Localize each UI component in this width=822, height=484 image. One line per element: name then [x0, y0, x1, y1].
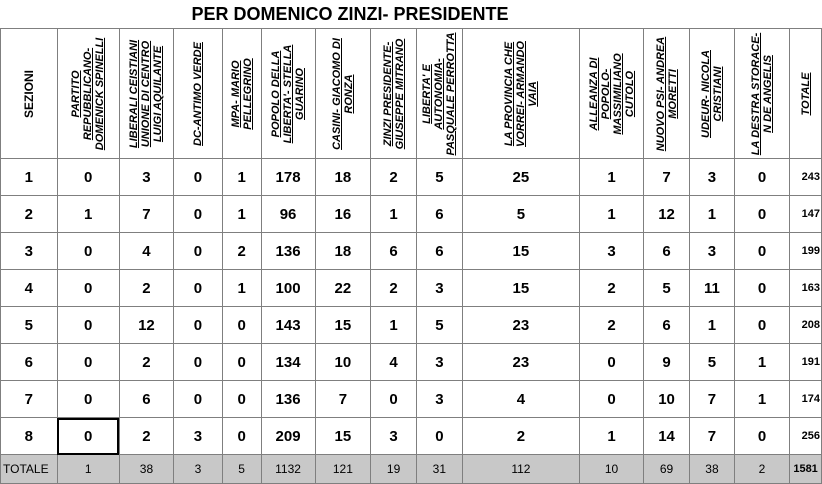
vote-cell[interactable]: 178	[261, 159, 315, 196]
column-header[interactable]	[644, 29, 690, 159]
column-header[interactable]	[315, 29, 371, 159]
row-total-cell[interactable]: 256	[790, 418, 822, 455]
vote-cell[interactable]: 6	[371, 233, 417, 270]
vote-cell[interactable]: 0	[734, 233, 789, 270]
vote-cell[interactable]: 10	[315, 344, 371, 381]
vote-cell[interactable]: 0	[580, 381, 644, 418]
vote-cell[interactable]: 7	[644, 159, 690, 196]
vote-cell[interactable]: 18	[315, 233, 371, 270]
column-header[interactable]	[222, 29, 261, 159]
vote-cell[interactable]: 16	[315, 196, 371, 233]
vote-cell[interactable]: 6	[416, 196, 462, 233]
vote-cell[interactable]: 0	[580, 344, 644, 381]
vote-cell[interactable]: 3	[174, 418, 222, 455]
vote-cell[interactable]: 3	[690, 159, 735, 196]
total-cell[interactable]: 10	[580, 455, 644, 484]
total-cell[interactable]: 19	[371, 455, 417, 484]
column-header[interactable]	[734, 29, 789, 159]
total-cell[interactable]: 38	[119, 455, 174, 484]
total-cell[interactable]: 112	[462, 455, 579, 484]
section-number-cell[interactable]: 4	[1, 270, 58, 307]
vote-cell[interactable]: 0	[222, 307, 261, 344]
row-total-cell[interactable]: 163	[790, 270, 822, 307]
vote-cell[interactable]: 22	[315, 270, 371, 307]
column-header-label: NUOVO PSI- ANDREA MORETTI	[654, 36, 679, 151]
total-cell[interactable]: 1	[57, 455, 119, 484]
table-row	[1, 233, 822, 270]
vote-cell[interactable]: 3	[416, 270, 462, 307]
vote-cell[interactable]: 1	[580, 196, 644, 233]
vote-cell[interactable]: 3	[371, 418, 417, 455]
column-header-label: LA DESTRA STORACE- N DE ANGELIS	[750, 32, 775, 155]
vote-cell[interactable]: 3	[580, 233, 644, 270]
vote-cell[interactable]: 2	[371, 270, 417, 307]
row-total-cell[interactable]: 147	[790, 196, 822, 233]
vote-cell[interactable]: 1	[580, 418, 644, 455]
vote-cell[interactable]: 0	[57, 418, 119, 455]
vote-cell[interactable]: 5	[690, 344, 735, 381]
column-header-label: CASINI- GIACOMO DI RONZA	[330, 37, 355, 150]
section-number-cell[interactable]: 8	[1, 418, 58, 455]
vote-cell[interactable]: 0	[222, 381, 261, 418]
table-row	[1, 196, 822, 233]
vote-cell[interactable]: 0	[57, 270, 119, 307]
vote-cell[interactable]: 0	[734, 159, 789, 196]
column-header[interactable]	[371, 29, 417, 159]
vote-cell[interactable]: 3	[690, 233, 735, 270]
column-header[interactable]	[462, 29, 579, 159]
table-row	[1, 270, 822, 307]
vote-cell[interactable]: 0	[174, 381, 222, 418]
vote-cell[interactable]: 7	[690, 381, 735, 418]
section-number-cell[interactable]: 5	[1, 307, 58, 344]
vote-cell[interactable]: 0	[57, 233, 119, 270]
vote-cell[interactable]: 3	[416, 344, 462, 381]
row-total-cell[interactable]: 174	[790, 381, 822, 418]
column-header-label: TOTALE	[799, 72, 812, 115]
column-header[interactable]	[416, 29, 462, 159]
total-cell[interactable]: 2	[734, 455, 789, 484]
total-cell[interactable]: 31	[416, 455, 462, 484]
column-header[interactable]	[690, 29, 735, 159]
vote-cell[interactable]: 15	[462, 270, 579, 307]
vote-cell[interactable]: 7	[315, 381, 371, 418]
table-row	[1, 159, 822, 196]
vote-cell[interactable]: 209	[261, 418, 315, 455]
vote-cell[interactable]: 18	[315, 159, 371, 196]
vote-cell[interactable]: 1	[222, 159, 261, 196]
vote-cell[interactable]: 2	[580, 270, 644, 307]
vote-cell[interactable]: 0	[222, 418, 261, 455]
vote-cell[interactable]: 25	[462, 159, 579, 196]
vote-cell[interactable]: 2	[580, 307, 644, 344]
vote-cell[interactable]: 0	[174, 307, 222, 344]
table-row	[1, 307, 822, 344]
header-row	[1, 29, 822, 159]
totals-row	[1, 455, 822, 484]
column-header-label: MPA- MARIO PELLEGRINO	[229, 57, 254, 130]
vote-cell[interactable]: 1	[690, 196, 735, 233]
vote-cell[interactable]: 134	[261, 344, 315, 381]
vote-cell[interactable]: 23	[462, 307, 579, 344]
column-header[interactable]	[57, 29, 119, 159]
table-row	[1, 381, 822, 418]
vote-cell[interactable]: 0	[734, 270, 789, 307]
vote-cell[interactable]: 4	[371, 344, 417, 381]
column-header-label: POPOLO DELLA LIBERTA'- STELLA GUARINO	[270, 44, 307, 143]
vote-cell[interactable]: 0	[734, 307, 789, 344]
vote-cell[interactable]: 23	[462, 344, 579, 381]
vote-cell[interactable]: 1	[580, 159, 644, 196]
vote-cell[interactable]: 3	[416, 381, 462, 418]
row-total-cell[interactable]: 191	[790, 344, 822, 381]
vote-cell[interactable]: 10	[644, 381, 690, 418]
column-header-label: LIBERTA' E AUTONOMIA- PASQUALE PERROTTA	[421, 31, 458, 156]
vote-cell[interactable]: 4	[119, 233, 174, 270]
vote-cell[interactable]: 136	[261, 381, 315, 418]
table-row	[1, 344, 822, 381]
vote-cell[interactable]: 4	[462, 381, 579, 418]
vote-cell[interactable]: 1	[371, 307, 417, 344]
vote-cell[interactable]: 5	[462, 196, 579, 233]
vote-cell[interactable]: 6	[416, 233, 462, 270]
table-row	[1, 418, 822, 455]
vote-cell[interactable]: 100	[261, 270, 315, 307]
vote-cell[interactable]: 1	[734, 344, 789, 381]
column-header[interactable]	[580, 29, 644, 159]
vote-cell[interactable]: 0	[222, 344, 261, 381]
total-cell[interactable]: 1581	[790, 455, 822, 484]
vote-cell[interactable]: 15	[462, 233, 579, 270]
vote-cell[interactable]: 0	[57, 344, 119, 381]
vote-cell[interactable]: 2	[119, 344, 174, 381]
vote-cell[interactable]: 2	[222, 233, 261, 270]
vote-cell[interactable]: 0	[174, 159, 222, 196]
vote-cell[interactable]: 7	[690, 418, 735, 455]
vote-cell[interactable]: 14	[644, 418, 690, 455]
column-header-label: PARTITO REPUBBLICANO- DOMENICK SPINELLI	[70, 37, 107, 150]
column-header-label: SEZIONI	[21, 69, 36, 118]
totals-label[interactable]: TOTALE	[1, 455, 58, 484]
vote-cell[interactable]: 5	[644, 270, 690, 307]
vote-cell[interactable]: 5	[416, 307, 462, 344]
vote-cell[interactable]: 0	[174, 196, 222, 233]
vote-cell[interactable]: 6	[644, 233, 690, 270]
column-header-label: ALLEANZA DI POPOLO- MASSIMILIANO CUTOLO	[587, 52, 636, 135]
section-number-cell[interactable]: 2	[1, 196, 58, 233]
vote-cell[interactable]: 1	[57, 196, 119, 233]
vote-cell[interactable]: 9	[644, 344, 690, 381]
vote-cell[interactable]: 0	[734, 196, 789, 233]
column-header-label: LA PROVINCIA CHE VORREI- ARMANDO VAIA	[502, 40, 539, 147]
column-header-label: LIBERALI CEISTIANI UNIONE DI CENTRO LUIGI AQUILANTE	[128, 39, 165, 148]
column-header[interactable]	[119, 29, 174, 159]
total-cell[interactable]: 5	[222, 455, 261, 484]
column-header[interactable]	[174, 29, 222, 159]
total-cell[interactable]: 38	[690, 455, 735, 484]
vote-cell[interactable]: 143	[261, 307, 315, 344]
vote-cell[interactable]: 7	[119, 196, 174, 233]
total-cell[interactable]: 3	[174, 455, 222, 484]
section-number-cell[interactable]: 6	[1, 344, 58, 381]
row-total-cell[interactable]: 199	[790, 233, 822, 270]
vote-cell[interactable]: 5	[416, 159, 462, 196]
vote-cell[interactable]: 11	[690, 270, 735, 307]
vote-cell[interactable]: 2	[119, 270, 174, 307]
vote-cell[interactable]: 0	[416, 418, 462, 455]
vote-cell[interactable]: 1	[734, 381, 789, 418]
vote-cell[interactable]: 96	[261, 196, 315, 233]
vote-cell[interactable]: 15	[315, 307, 371, 344]
vote-cell[interactable]: 2	[462, 418, 579, 455]
vote-cell[interactable]: 2	[119, 418, 174, 455]
vote-cell[interactable]: 1	[690, 307, 735, 344]
vote-cell[interactable]: 0	[57, 381, 119, 418]
sheet-title: PER DOMENICO ZINZI- PRESIDENTE	[191, 4, 509, 24]
column-header[interactable]	[1, 29, 58, 159]
column-header-label: ZINZI PRESIDENTE- GIUSEPPE MITRANO	[381, 38, 406, 149]
section-number-cell[interactable]: 1	[1, 159, 58, 196]
vote-cell[interactable]: 0	[174, 270, 222, 307]
vote-cell[interactable]: 15	[315, 418, 371, 455]
column-header-label: DC-ANTIMO VERDE	[191, 41, 204, 146]
row-total-cell[interactable]: 243	[790, 159, 822, 196]
section-number-cell[interactable]: 7	[1, 381, 58, 418]
vote-cell[interactable]: 2	[371, 159, 417, 196]
row-total-cell[interactable]: 208	[790, 307, 822, 344]
vote-cell[interactable]: 6	[119, 381, 174, 418]
vote-cell[interactable]: 6	[644, 307, 690, 344]
column-header[interactable]	[790, 29, 822, 159]
vote-cell[interactable]: 1	[371, 196, 417, 233]
vote-cell[interactable]: 1	[222, 196, 261, 233]
vote-cell[interactable]: 136	[261, 233, 315, 270]
vote-cell[interactable]: 0	[371, 381, 417, 418]
vote-cell[interactable]: 0	[174, 233, 222, 270]
total-cell[interactable]: 121	[315, 455, 371, 484]
total-cell[interactable]: 69	[644, 455, 690, 484]
total-cell[interactable]: 1132	[261, 455, 315, 484]
column-header-label: UDEUR- NICOLA CRISTIANI	[699, 49, 724, 138]
vote-cell[interactable]: 0	[734, 418, 789, 455]
vote-cell[interactable]: 0	[174, 344, 222, 381]
vote-cell[interactable]: 0	[57, 159, 119, 196]
column-header[interactable]	[261, 29, 315, 159]
vote-cell[interactable]: 1	[222, 270, 261, 307]
results-table	[0, 28, 822, 484]
section-number-cell[interactable]: 3	[1, 233, 58, 270]
vote-cell[interactable]: 12	[119, 307, 174, 344]
vote-cell[interactable]: 3	[119, 159, 174, 196]
vote-cell[interactable]: 0	[57, 307, 119, 344]
vote-cell[interactable]: 12	[644, 196, 690, 233]
